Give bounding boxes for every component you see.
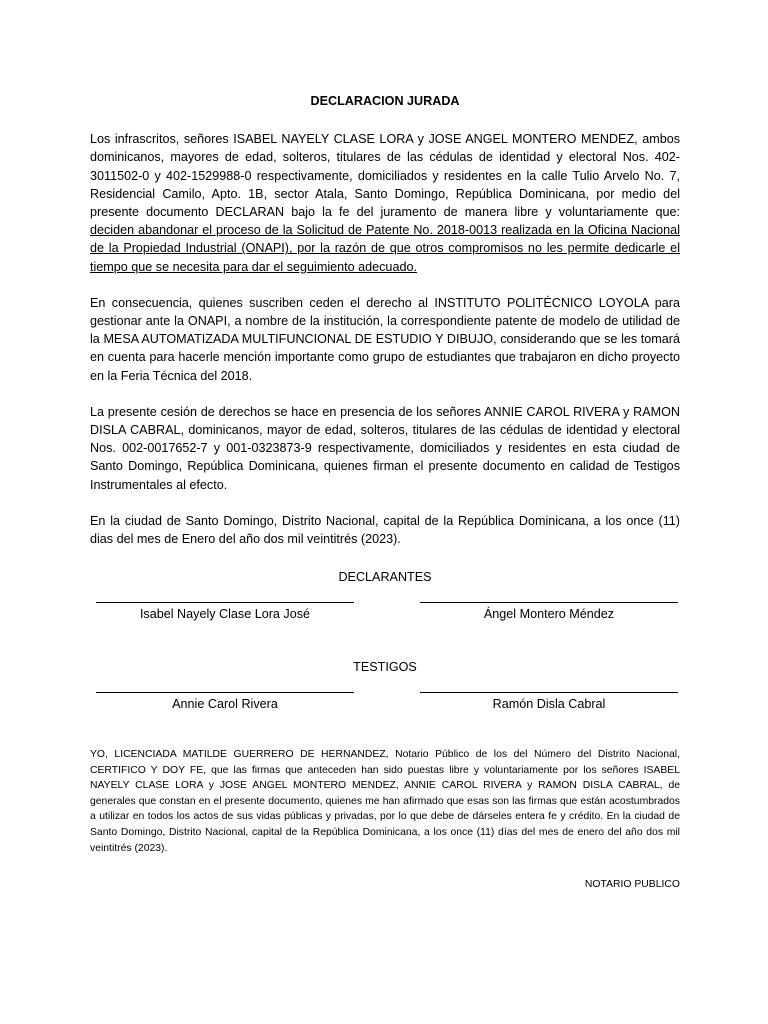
document-title: DECLARACION JURADA: [310, 94, 460, 108]
signature-line: [96, 682, 354, 693]
declaration-text: Los infrascritos, señores ISABEL NAYELY CLASE LORA y JOSE ANGEL MONTERO MENDEZ, ambos dominicanos, mayores de edad, solteros, titulares de las cédulas de identidad y electoral Nos. 402-3011502-0 y 402-1529988-0 respectivamente, domiciliados y residentes en la calle Tulio Arvelo No. 7, Residencial Camilo, Apto. 1B, sector Atala, Santo Domingo, República Dominicana, por medio del presente documento DECLARAN bajo la fe del juramento de manera libre y voluntariamente que:: [90, 132, 680, 220]
signature-name: Isabel Nayely Clase Lora José: [139, 607, 311, 622]
date-paragraph: En la ciudad de Santo Domingo, Distrito Nacional, capital de la República Dominicana, a los once (11) dias del mes de Enero del año dos mil veintitrés (2023).: [90, 513, 680, 547]
declaration-underlined-text: deciden abandonar el proceso de la Solicitud de Patente No. 2018-0013 realizada en la Oficina Nacional de la Propiedad Industrial (ONAPI), por la razón de que otros compromisos no les permite dedicarle el tiempo que se necesita para dar el seguimiento adecuado.: [90, 223, 680, 274]
declarantes-signatures: [90, 592, 680, 623]
signature-line: [420, 682, 678, 693]
testigos-signatures: [90, 682, 680, 713]
testigo-signature-left: [96, 682, 354, 713]
signature-name: Ramón Disla Cabral: [492, 696, 606, 711]
notary-certification: YO, LICENCIADA MATILDE GUERRERO DE HERNANDEZ, Notario Público de los del Número del Distrito Nacional, CERTIFICO Y DOY FE, que las firmas que anteceden han sido puestas libre y voluntariamente por los señores ISABEL NAYELY CLASE LORA y JOSE ANGEL MONTERO MENDEZ, ANNIE CAROL RIVERA y RAMON DISLA CABRAL, de generales que constan en el presente documento, quienes me han afirmado que esas son las firmas que están acostumbrados a utilizar en todos los actos de sus vidas públicas y privadas, por lo que debe de dárseles entera fe y crédito. En la ciudad de Santo Domingo, Distrito Nacional, capital de la República Dominicana, a los once (11) días del mes de enero del año dos mil veintitrés (2023).: [90, 749, 680, 854]
witnesses-paragraph: La presente cesión de derechos se hace en presencia de los señores ANNIE CAROL RIVERA y RAMON DISLA CABRAL, dominicanos, mayor de edad, solteros, titulares de las cédulas de identidad y electoral Nos. 002-0017652-7 y 001-0323873-9 respectivamente, domiciliados y residentes en esta ciudad de Santo Domingo, República Dominicana, quienes firman el presente documento en calidad de Testigos Instrumentales al efecto.: [90, 404, 680, 492]
notary-signature-label: NOTARIO PUBLICO: [584, 879, 680, 891]
declarante-signature-left: [96, 592, 354, 623]
signature-line: [96, 592, 354, 603]
declaration-paragraph: [90, 130, 680, 276]
declarante-signature-right: [420, 592, 678, 623]
signature-name: Annie Carol Rivera: [172, 696, 278, 711]
testigo-signature-right: [420, 682, 678, 713]
signature-line: [420, 592, 678, 603]
cession-paragraph: En consecuencia, quienes suscriben ceden el derecho al INSTITUTO POLITÉCNICO LOYOLA para gestionar ante la ONAPI, a nombre de la institución, la correspondiente patente de modelo de utilidad de la MESA AUTOMATIZADA MULTIFUNCIONAL DE ESTUDIO Y DIBUJO, considerando que se les tomará en cuenta para hacerle mención importante como grupo de estudiantes que trabajaron en dicho proyecto en la Feria Técnica del 2018.: [90, 295, 680, 383]
testigos-heading: TESTIGOS: [353, 659, 417, 674]
declarantes-heading: DECLARANTES: [338, 570, 432, 585]
signature-name: Ángel Montero Méndez: [483, 607, 615, 622]
